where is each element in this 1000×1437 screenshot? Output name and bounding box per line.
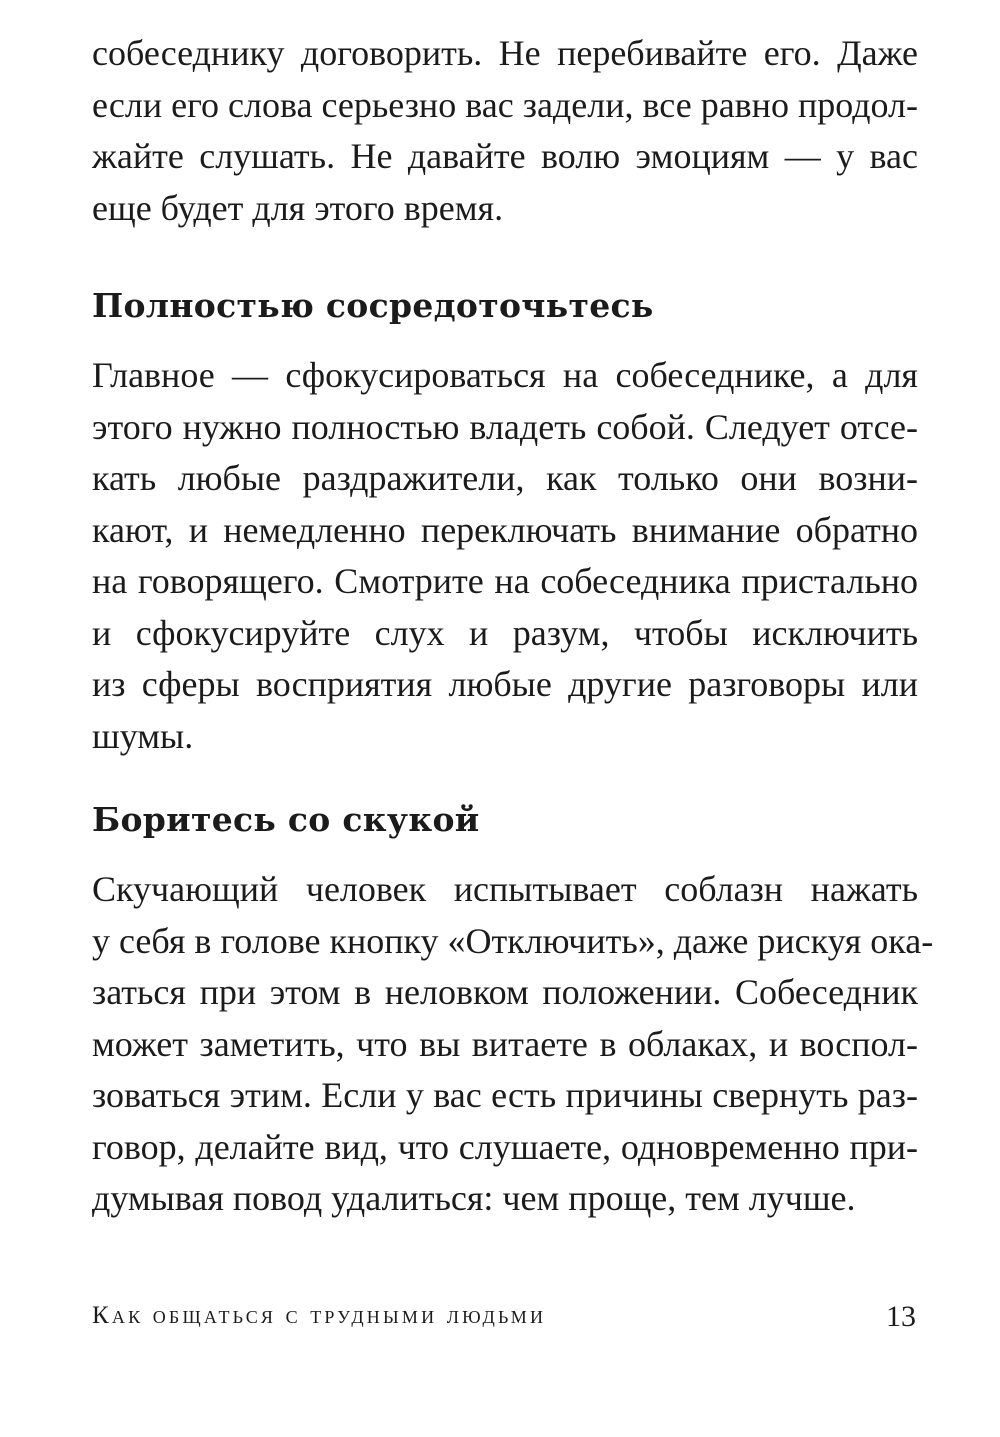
text-line: кают, и немедленно переключать внимание обратно xyxy=(92,509,918,550)
page-number: 13 xyxy=(886,1300,916,1333)
text-line: говор, делайте вид, что слушаете, одновременно при- xyxy=(92,1126,918,1167)
text-line: Главное — сфокусироваться на собеседнике, а для xyxy=(92,355,918,395)
text-line: на говорящего. Смотрите на собеседника пристально xyxy=(92,561,918,601)
paragraph-boredom xyxy=(92,864,934,1225)
text-line: из сферы восприятия любые другие разговоры или xyxy=(92,664,918,704)
section-heading-focus: Полностью сосредоточьтесь xyxy=(92,286,654,325)
text-line: шумы. xyxy=(92,715,194,756)
text-line: собеседнику договорить. Не перебивайте его. Даже xyxy=(92,33,918,73)
paragraph-focus xyxy=(92,350,918,762)
text-line: еще будет для этого время. xyxy=(92,187,504,228)
text-line: и сфокусируйте слух и разум, чтобы исключить xyxy=(92,612,918,653)
text-line: зоваться этим. Если у вас есть причины свернуть раз- xyxy=(92,1075,918,1115)
text-line: у себя в голове кнопку «Отключить», даже рискуя ока- xyxy=(92,920,934,961)
paragraph-continuation xyxy=(92,28,918,234)
text-line: думывая повод удалиться: чем проще, тем лучше. xyxy=(92,1178,856,1218)
text-line: Скучающий человек испытывает соблазн нажать xyxy=(92,869,918,909)
text-line: заться при этом в неловком положении. Собеседник xyxy=(92,972,918,1012)
text-line: если его слова серьезно вас задели, все равно продол- xyxy=(92,84,918,125)
text-line: жайте слушать. Не давайте волю эмоциям — у вас xyxy=(92,136,918,176)
text-line: может заметить, что вы витаете в облаках, и воспол- xyxy=(92,1023,918,1064)
running-footer-book-title: Как общаться с трудными людьми xyxy=(92,1302,547,1329)
text-line: кать любые раздражители, как только они возни- xyxy=(92,458,918,498)
section-heading-boredom: Боритесь со скукой xyxy=(92,800,480,839)
text-line: этого нужно полностью владеть собой. Следует отсе- xyxy=(92,406,918,447)
